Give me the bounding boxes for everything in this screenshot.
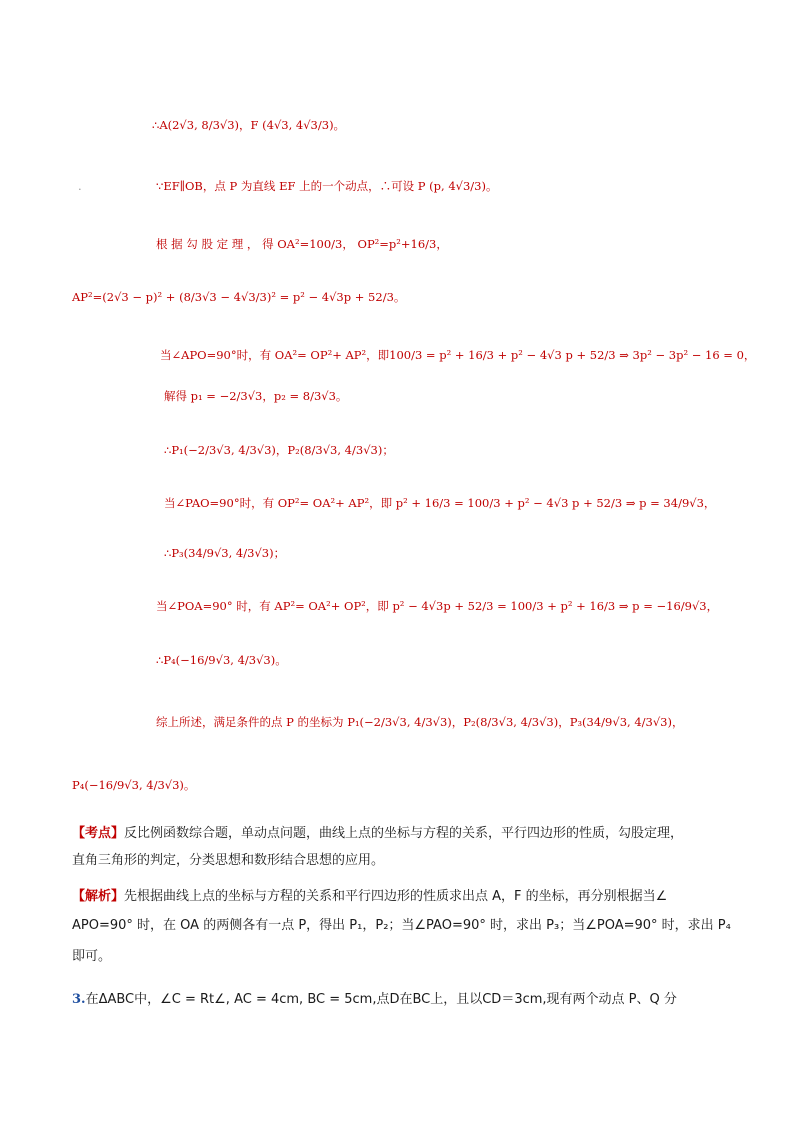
answer-line-case-pao: 当∠PAO=90°时，有 OP²= OA²+ AP²，即 p² + 16/3 = 100/3 + p² − 4√3 p + 52/3 ⇒ p = 34/9√3， (164, 496, 716, 510)
answer-line-solve-p: 解得 p₁ = −2/3√3，p₂ = 8/3√3。 (164, 389, 348, 403)
kaodian-line-1 (72, 824, 683, 844)
answer-line-case-apo: 当∠APO=90°时，有 OA²= OP²+ AP²，即100/3 = p² + 16/3 + p² − 4√3 p + 52/3 ⇒ 3p² − 3p² − 16 = 0， (160, 348, 756, 362)
jiexi-line-1 (72, 887, 667, 907)
margin-dot: . (78, 179, 82, 193)
jiexi-label: 【解析】 (72, 889, 125, 904)
answer-line-p3: ∴P₃(34/9√3, 4/3√3)； (164, 546, 286, 560)
question-text: 在ΔABC中，∠C = Rt∠, AC = 4cm, BC = 5cm,点D在BC上，且以CD＝3cm,现有两个动点 P、Q 分 (85, 992, 677, 1007)
kaodian-line-2: 直角三角形的判定，分类思想和数形结合思想的应用。 (72, 853, 385, 868)
answer-line-summary: 综上所述，满足条件的点 P 的坐标为 P₁(−2/3√3, 4/3√3)，P₂(8/3√3, 4/3√3)，P₃(34/9√3, 4/3√3)， (156, 715, 684, 729)
answer-line-summary-p4: P₄(−16/9√3, 4/3√3)。 (72, 778, 196, 792)
answer-line-coords-a-f: ∴A(2√3, 8/3√3)，F (4√3, 4√3/3)。 (152, 118, 346, 132)
question-3 (72, 990, 677, 1010)
answer-line-p4: ∴P₄(−16/9√3, 4/3√3)。 (156, 653, 287, 667)
kaodian-label: 【考点】 (72, 826, 125, 841)
answer-line-pythagoras: 根 据 勾 股 定 理 ， 得 OA²=100/3， OP²=p²+16/3， (156, 237, 448, 251)
jiexi-text-1: 先根据曲线上点的坐标与方程的关系和平行四边形的性质求出点 A，F 的坐标，再分别根据当∠ (124, 889, 668, 904)
answer-line-case-poa: 当∠POA=90° 时，有 AP²= OA²+ OP²，即 p² − 4√3p + 52/3 = 100/3 + p² + 16/3 ⇒ p = −16/9√3， (156, 599, 719, 613)
answer-line-ef-parallel: ∵EF∥OB，点 P 为直线 EF 上的一个动点，∴可设 P (p, 4√3/3)。 (156, 179, 498, 193)
jiexi-line-2: APO=90° 时，在 OA 的两侧各有一点 P，得出 P₁，P₂；当∠PAO=90° 时，求出 P₃；当∠POA=90° 时，求出 P₄ (72, 918, 731, 933)
answer-line-p1-p2: ∴P₁(−2/3√3, 4/3√3)，P₂(8/3√3, 4/3√3)； (164, 443, 394, 457)
jiexi-line-3: 即可。 (72, 949, 112, 964)
answer-line-ap-squared: AP²=(2√3 − p)² + (8/3√3 − 4√3/3)² = p² − 4√3p + 52/3。 (72, 290, 406, 304)
question-number: 3. (72, 992, 86, 1007)
kaodian-text-1: 反比例函数综合题，单动点问题，曲线上点的坐标与方程的关系，平行四边形的性质，勾股定理， (124, 826, 684, 841)
